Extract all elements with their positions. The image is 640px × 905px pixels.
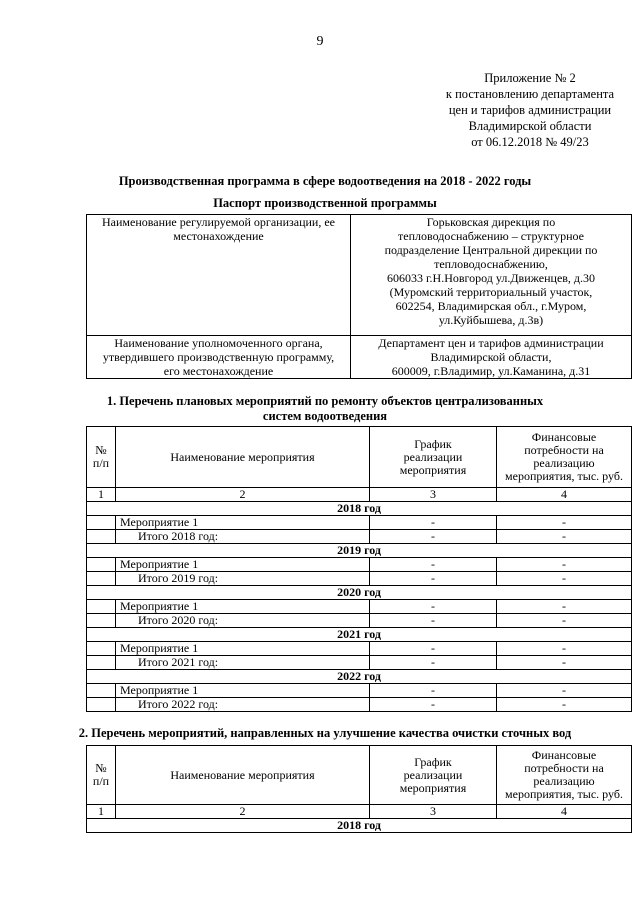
finance-cell: -: [497, 516, 632, 530]
col-number: 4: [497, 488, 632, 502]
col-number: 2: [116, 805, 370, 819]
appendix-line: Владимирской области: [468, 119, 592, 133]
table-row: [87, 530, 632, 544]
header-text: мероприятия: [399, 462, 467, 477]
year-row: [87, 628, 632, 642]
header-schedule: [370, 746, 497, 805]
appendix-line: к постановлению департамента: [445, 87, 615, 101]
main-title: Производственная программа в сфере водоотведения на 2018 - 2022 годы: [118, 174, 532, 188]
cell: [87, 572, 116, 586]
col-number: 2: [116, 488, 370, 502]
header-text: реализации: [403, 449, 463, 464]
year-cell: 2022 год: [87, 670, 632, 684]
year-cell: 2018 год: [87, 502, 632, 516]
header-finance: [497, 427, 632, 488]
table-row: [87, 600, 632, 614]
year-cell: 2020 год: [87, 586, 632, 600]
passport-label: [87, 215, 351, 336]
header-num: [87, 746, 116, 805]
section-2-title: 2. Перечень мероприятий, направленных на улучшение качества очистки сточных вод: [78, 726, 572, 740]
value-line: Владимирской области,: [430, 350, 552, 364]
schedule-cell: -: [370, 656, 497, 670]
table-numbering-row: [87, 805, 632, 819]
passport-table: [86, 214, 632, 379]
value-line: ул.Куйбышева, д.3в): [438, 313, 544, 327]
col-number: 3: [370, 805, 497, 819]
table-row: [87, 516, 632, 530]
header-text: потребности на: [524, 443, 604, 457]
appendix-block: [430, 70, 630, 150]
cell: [87, 656, 116, 670]
appendix-line: Приложение № 2: [484, 71, 576, 85]
page-number: 9: [316, 34, 324, 49]
table-row: [87, 684, 632, 698]
value-line: подразделение Центральной дирекции по: [384, 243, 598, 257]
col-number: 3: [370, 488, 497, 502]
schedule-cell: -: [370, 698, 497, 712]
header-text: мероприятия: [399, 780, 467, 795]
value-line: тепловодоснабжению – структурное: [398, 229, 584, 243]
value-line: Горьковская дирекция по: [426, 215, 556, 229]
finance-cell: -: [497, 656, 632, 670]
col-number: 1: [87, 805, 116, 819]
value-line: Департамент цен и тарифов администрации: [378, 336, 604, 350]
schedule-cell: -: [370, 572, 497, 586]
header-num: [87, 427, 116, 488]
table-header-row: [87, 746, 632, 805]
total-label: Итого 2018 год:: [116, 530, 370, 544]
header-text: п/п: [92, 774, 110, 788]
finance-cell: -: [497, 642, 632, 656]
header-name: Наименование мероприятия: [116, 746, 370, 805]
finance-cell: -: [497, 614, 632, 628]
year-row: [87, 819, 632, 833]
section-1-title: [20, 394, 630, 424]
passport-row-authority: [87, 336, 632, 379]
cell: [87, 516, 116, 530]
event-name: Мероприятие 1: [116, 558, 370, 572]
header-text: График: [414, 436, 452, 451]
label-line: Наименование уполномоченного органа,: [114, 336, 323, 350]
finance-cell: -: [497, 530, 632, 544]
appendix-line: цен и тарифов администрации: [448, 103, 612, 117]
passport-label: [87, 336, 351, 379]
table-row: [87, 614, 632, 628]
header-text: Финансовые: [531, 748, 597, 762]
year-row: [87, 670, 632, 684]
header-schedule: [370, 427, 497, 488]
header-text: реализации: [403, 767, 463, 782]
passport-title: Паспорт производственной программы: [213, 196, 437, 210]
value-line: тепловодоснабжению,: [434, 257, 548, 271]
cell: [87, 614, 116, 628]
total-label: Итого 2019 год:: [116, 572, 370, 586]
total-label: Итого 2021 год:: [116, 656, 370, 670]
header-text: потребности на: [524, 761, 604, 775]
value-line: (Муромский территориальный участок,: [389, 285, 593, 299]
schedule-cell: -: [370, 530, 497, 544]
year-cell: 2021 год: [87, 628, 632, 642]
label-line: его местонахождение: [163, 364, 274, 378]
header-text: реализацию: [533, 456, 595, 470]
title-line: систем водоотведения: [262, 409, 388, 423]
cell: [87, 530, 116, 544]
finance-cell: -: [497, 698, 632, 712]
appendix-line: от 06.12.2018 № 49/23: [471, 135, 589, 149]
total-label: Итого 2022 год:: [116, 698, 370, 712]
event-name: Мероприятие 1: [116, 684, 370, 698]
table-header-row: [87, 427, 632, 488]
schedule-cell: -: [370, 614, 497, 628]
event-name: Мероприятие 1: [116, 600, 370, 614]
header-text: п/п: [92, 456, 110, 470]
label-text: Наименование регулируемой организации, ее местонахождение: [102, 215, 335, 243]
cell: [87, 698, 116, 712]
cell: [87, 642, 116, 656]
header-text: Финансовые: [531, 430, 597, 444]
header-text: реализацию: [533, 774, 595, 788]
year-cell: 2019 год: [87, 544, 632, 558]
year-row: [87, 502, 632, 516]
header-text: График: [414, 754, 452, 769]
event-name: Мероприятие 1: [116, 516, 370, 530]
schedule-cell: -: [370, 600, 497, 614]
col-number: 1: [87, 488, 116, 502]
table-row: [87, 698, 632, 712]
table-row: [87, 572, 632, 586]
quality-events-table: [86, 745, 632, 833]
value-line: 606033 г.Н.Новгород ул.Движенцев, д.30: [386, 271, 596, 285]
table-numbering-row: [87, 488, 632, 502]
total-label: Итого 2020 год:: [116, 614, 370, 628]
schedule-cell: -: [370, 558, 497, 572]
event-name: Мероприятие 1: [116, 642, 370, 656]
finance-cell: -: [497, 684, 632, 698]
table-row: [87, 642, 632, 656]
year-cell: 2018 год: [87, 819, 632, 833]
cell: [87, 600, 116, 614]
header-text: №: [95, 443, 107, 457]
header-text: №: [95, 761, 107, 775]
value-line: 602254, Владимирская обл., г.Муром,: [395, 299, 587, 313]
finance-cell: -: [497, 572, 632, 586]
header-text: мероприятия, тыс. руб.: [505, 469, 623, 483]
passport-value: [351, 215, 632, 336]
cell: [87, 684, 116, 698]
finance-cell: -: [497, 600, 632, 614]
year-row: [87, 544, 632, 558]
header-name: Наименование мероприятия: [116, 427, 370, 488]
value-line: 600009, г.Владимир, ул.Каманина, д.31: [391, 364, 591, 378]
label-line: утвердившего производственную программу,: [102, 350, 335, 364]
repair-events-table: [86, 426, 632, 712]
table-row: [87, 558, 632, 572]
col-number: 4: [497, 805, 632, 819]
header-text: мероприятия, тыс. руб.: [505, 787, 623, 801]
schedule-cell: -: [370, 684, 497, 698]
cell: [87, 558, 116, 572]
finance-cell: -: [497, 558, 632, 572]
header-finance: [497, 746, 632, 805]
passport-row-organization: [87, 215, 632, 336]
title-line: 1. Перечень плановых мероприятий по ремонту объектов централизованных: [106, 394, 544, 408]
table-row: [87, 656, 632, 670]
schedule-cell: -: [370, 642, 497, 656]
schedule-cell: -: [370, 516, 497, 530]
passport-value: [351, 336, 632, 379]
year-row: [87, 586, 632, 600]
